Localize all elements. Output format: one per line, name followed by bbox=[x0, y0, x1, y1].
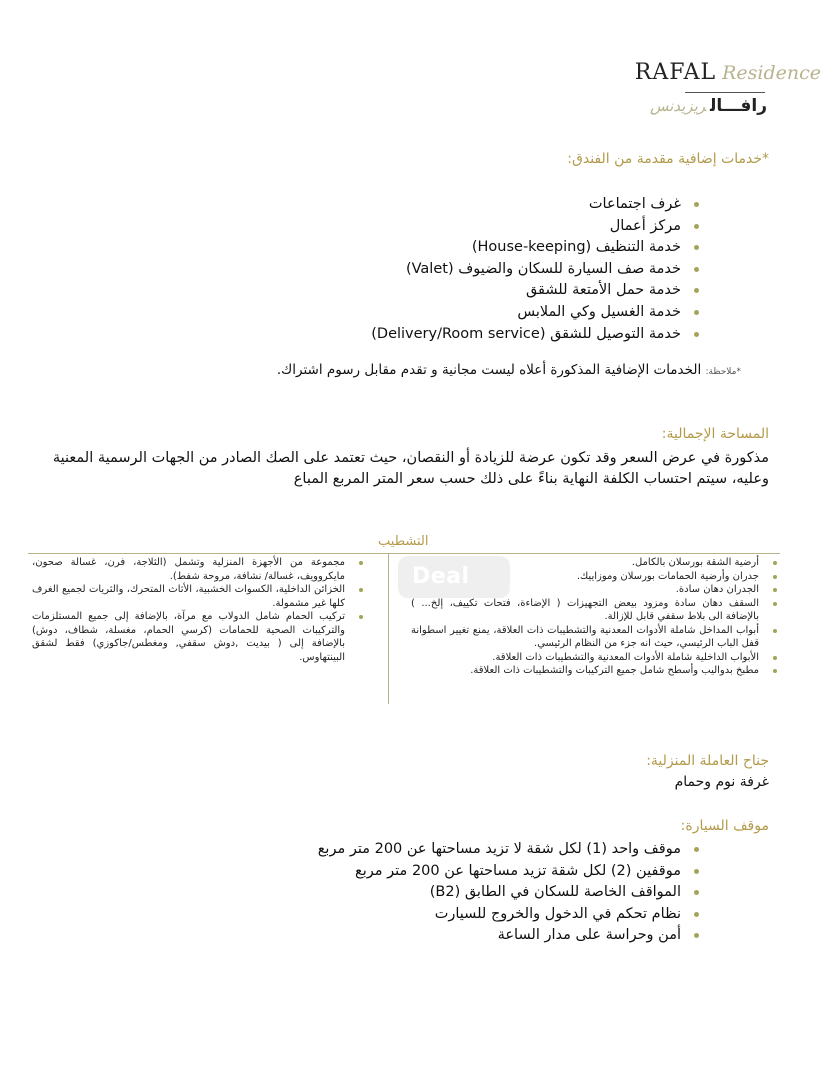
list-item: موقف واحد (1) لكل شقة لا تزيد مساحتها عن 200 متر مربع bbox=[318, 839, 701, 861]
logo-arabic bbox=[650, 96, 767, 116]
logo-english bbox=[635, 60, 821, 85]
list-item: جدران وأرضية الحمامات بورسلان وموزاييك. bbox=[411, 570, 781, 584]
finishing-heading: التشطيب bbox=[378, 534, 429, 549]
services-list-container bbox=[371, 194, 701, 345]
list-item: خدمة التنظيف (House-keeping) bbox=[371, 237, 701, 259]
list-item: غرف اجتماعات bbox=[371, 194, 701, 216]
list-item: السقف دهان سادة ومزود بيعض التجهيزات ( الإضاءة، فتحات تكييف، إلخ... ) بالإضافة الى بلاط سقفي قابل للإزالة. bbox=[411, 597, 781, 624]
maid-heading: جناح العاملة المنزلية: bbox=[646, 753, 769, 769]
logo-arabic-residence: ريزيدنس bbox=[649, 97, 707, 115]
list-item: خدمة التوصيل للشقق (Delivery/Room service) bbox=[371, 324, 701, 346]
services-note bbox=[277, 362, 741, 378]
list-item: الأبواب الداخلية شاملة الأدوات المعدنية والتشطيبات ذات العلاقة. bbox=[411, 651, 781, 665]
brand-logo bbox=[591, 56, 821, 126]
list-item: أبواب المداخل شاملة الأدوات المعدنية والتشطيبات ذات العلاقة، يمنع تغيير اسطوانة قفل الباب الرئيسي، حيث انه جزء من النظام الرئيسي. bbox=[411, 624, 781, 651]
list-item: خدمة الغسيل وكي الملابس bbox=[371, 302, 701, 324]
list-item: تركيب الحمام شامل الدولاب مع مرآة، بالإضافة إلى جميع المستلزمات والتركيبات الصحية للحمامات (كرسي الحمام، مغسلة، شطاف، دوش) بالإضافة إلى ( بيديت ,دوش سقفي, ومغطس/جاكوزي) فقط لشقق البينتهاوس. bbox=[32, 610, 367, 664]
parking-list-container bbox=[318, 839, 701, 947]
list-item: مركز أعمال bbox=[371, 216, 701, 238]
area-text: مذكورة في عرض السعر وقد تكون عرضة للزيادة أو النقصان، حيث تعتمد على الصك الصادر من الجهات الرسمية المعنية وعليه، سيتم احتساب الكلفة النهاية بناءً على ذلك حسب سعر المتر المربع المباع bbox=[52, 450, 769, 487]
parking-heading: موقف السيارة: bbox=[680, 818, 769, 834]
list-item: مجموعة من الأجهزة المنزلية وتشمل (الثلاجة، فرن، غسالة صحون، مايكروويف، غسالة/ نشافة، مروحة شفط). bbox=[32, 556, 367, 583]
logo-residence: Residence bbox=[722, 62, 821, 84]
logo-brand: RAFAL bbox=[634, 60, 717, 85]
list-item: أمن وحراسة على مدار الساعة bbox=[318, 925, 701, 947]
parking-list bbox=[318, 839, 701, 947]
logo-divider bbox=[685, 92, 765, 93]
watermark-text: Deal bbox=[412, 564, 470, 589]
logo-arabic-brand: رافـــال bbox=[710, 96, 767, 116]
finishing-column-divider bbox=[388, 554, 389, 704]
services-heading: *خدمات إضافية مقدمة من الفندق: bbox=[567, 151, 769, 167]
finishing-left-column bbox=[32, 556, 367, 664]
list-item: موقفين (2) لكل شقة تزيد مساحتها عن 200 متر مربع bbox=[318, 861, 701, 883]
note-prefix: *ملاحظة: bbox=[705, 367, 741, 377]
list-item: الجدران دهان سادة. bbox=[411, 583, 781, 597]
list-item: خدمة حمل الأمتعة للشقق bbox=[371, 280, 701, 302]
area-heading: المساحة الإجمالية: bbox=[661, 426, 769, 442]
list-item: نظام تحكم في الدخول والخروج للسيارت bbox=[318, 904, 701, 926]
list-item: المواقف الخاصة للسكان في الطابق (B2) bbox=[318, 882, 701, 904]
list-item: الخزائن الداخلية، الكسوات الخشبية، الأثاث المتحرك، والثريات لجميع الغرف كلها غير مشمولة. bbox=[32, 583, 367, 610]
list-item: خدمة صف السيارة للسكان والضيوف (Valet) bbox=[371, 259, 701, 281]
services-list bbox=[371, 194, 701, 345]
note-text: الخدمات الإضافية المذكورة أعلاه ليست مجانية و تقدم مقابل رسوم اشتراك. bbox=[276, 362, 702, 378]
finishing-divider bbox=[28, 553, 780, 554]
maid-text: غرفة نوم وحمام bbox=[674, 774, 769, 790]
list-item: مطبخ بدواليب وأسطح شامل جميع التركيبات والتشطيبات ذات العلاقة. bbox=[411, 664, 781, 678]
list-item: أرضية الشقة بورسلان بالكامل. bbox=[411, 556, 781, 570]
deal-watermark bbox=[398, 556, 510, 598]
